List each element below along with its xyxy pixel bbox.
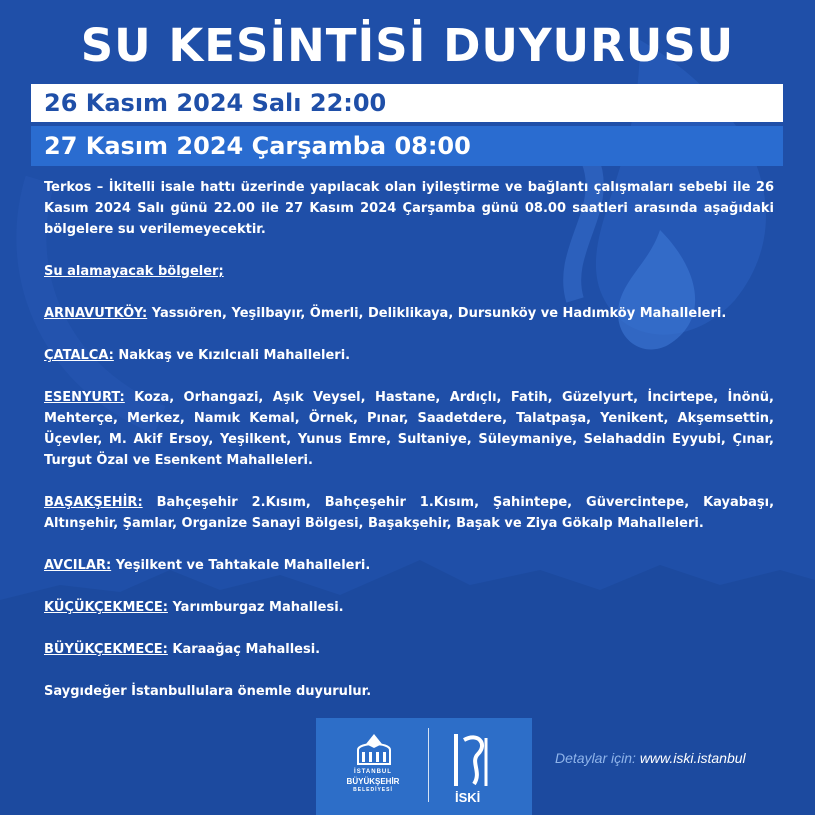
announcement-body (44, 177, 774, 702)
ibb-line-2: BÜYÜKŞEHİR (346, 777, 400, 786)
region-name: AVCILAR: (44, 558, 112, 573)
logo-divider (428, 728, 429, 802)
logo-panel (316, 718, 532, 815)
affected-regions-heading: Su alamayacak bölgeler; (44, 264, 224, 279)
region-areas: Karaağaç Mahallesi. (172, 642, 321, 657)
region-name: BÜYÜKÇEKMECE: (44, 642, 168, 657)
region-arnavutkoy (44, 303, 774, 324)
end-datetime: 27 Kasım 2024 Çarşamba 08:00 (31, 126, 783, 166)
region-areas: Yarımburgaz Mahallesi. (172, 600, 344, 615)
region-avcilar (44, 555, 774, 576)
ibb-name (324, 768, 422, 795)
closing-sentence: Saygıdeğer İstanbullulara önemle duyurulur. (44, 684, 372, 699)
region-kucukcekmece (44, 597, 774, 618)
region-areas: Yassıören, Yeşilbayır, Ömerli, Deliklikaya, Dursunköy ve Hadımköy Mahalleleri. (151, 306, 727, 321)
region-buyukcekmece (44, 639, 774, 660)
region-basaksehir (44, 492, 774, 534)
region-areas: Nakkaş ve Kızılcıali Mahalleleri. (118, 348, 351, 363)
iski-name: İSKİ (455, 790, 481, 805)
region-name: ESENYURT: (44, 390, 125, 405)
ibb-line-3: BELEDİYESİ (353, 787, 393, 793)
region-esenyurt (44, 387, 774, 471)
region-name: KÜÇÜKÇEKMECE: (44, 600, 168, 615)
details-link[interactable] (555, 750, 746, 766)
announcement-title: SU KESİNTİSİ DUYURUSU (80, 19, 735, 72)
ibb-line-1: İSTANBUL (354, 769, 392, 775)
region-catalca (44, 345, 774, 366)
region-name: ARNAVUTKÖY: (44, 306, 148, 321)
details-url[interactable]: www.iski.istanbul (639, 750, 746, 766)
region-name: ÇATALCA: (44, 348, 114, 363)
region-areas: Koza, Orhangazi, Aşık Veysel, Hastane, Ardıçlı, Fatih, Güzelyurt, İncirtepe, İnönü, Mehterçe, Merkez, Namık Kemal, Örnek, Pınar, Saadetdere, Talatpaşa, Yenikent, Akşemsettin, Üçevler, M. Akif Ersoy, Yeşilkent, Yunus Emre, Sultaniye, Süleymaniye, Selahaddin Eyyubi, Çınar, Turgut Özal ve Esenkent Mahalleleri. (44, 390, 775, 468)
region-name: BAŞAKŞEHİR: (44, 495, 143, 510)
intro-paragraph: Terkos – İkitelli isale hattı üzerinde yapılacak olan iyileştirme ve bağlantı çalışmaları sebebi ile 26 Kasım 2024 Salı günü 22.00 ile 27 Kasım 2024 Çarşamba günü 08.00 saatleri arasında aşağıdaki bölgelere su verilemeyecektir. (44, 180, 774, 237)
region-areas: Bahçeşehir 2.Kısım, Bahçeşehir 1.Kısım, Şahintepe, Güvercintepe, Kayabaşı, Altınşehir, Şamlar, Organize Sanayi Bölgesi, Başakşehir, Başak ve Ziya Gökalp Mahalleleri. (44, 495, 775, 531)
start-datetime: 26 Kasım 2024 Salı 22:00 (31, 84, 783, 122)
region-areas: Yeşilkent ve Tahtakale Mahalleleri. (115, 558, 371, 573)
details-label: Detaylar için: (555, 750, 636, 766)
